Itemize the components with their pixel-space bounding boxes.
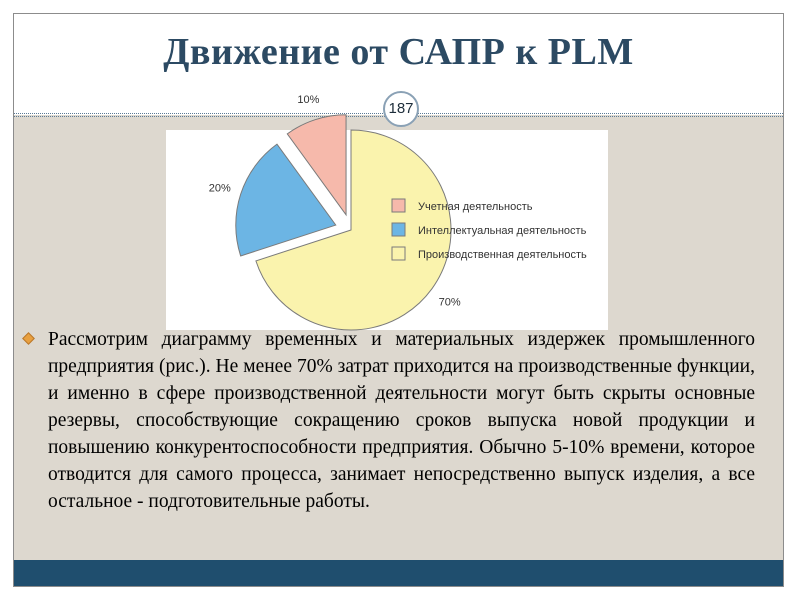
slice-value-label-2: 70%: [438, 296, 461, 309]
slice-value-label-1: 20%: [208, 182, 231, 195]
legend-swatch-0: [392, 199, 405, 212]
slide-title: Движение от САПР к PLM: [163, 31, 634, 73]
legend-label-1: Интеллектуальная деятельность: [418, 225, 587, 237]
legend-label-2: Производственная деятельность: [418, 249, 587, 261]
legend-swatch-1: [392, 223, 405, 236]
legend-swatch-2: [392, 247, 405, 260]
legend-label-0: Учетная деятельность: [418, 201, 533, 213]
footer-bar: [14, 560, 783, 586]
page-number-badge: 187: [383, 91, 419, 127]
slice-value-label-0: 10%: [297, 93, 320, 106]
body-paragraph: Рассмотрим диаграмму временных и материальных издержек промышленного предприятия (рис.). Не менее 70% затрат приходится на производственные функции, и именно в сфере производственной деятельности могут быть скрыты основные резервы, способствующие сокращению сроков выпуска новой продукции и повышению конкурентоспособности предприятия. Обычно 5-10% времени, которое отводится для самого процесса, занимает непосредственно выпуск изделия, а все остальное - подготовительные работы.: [48, 329, 755, 512]
